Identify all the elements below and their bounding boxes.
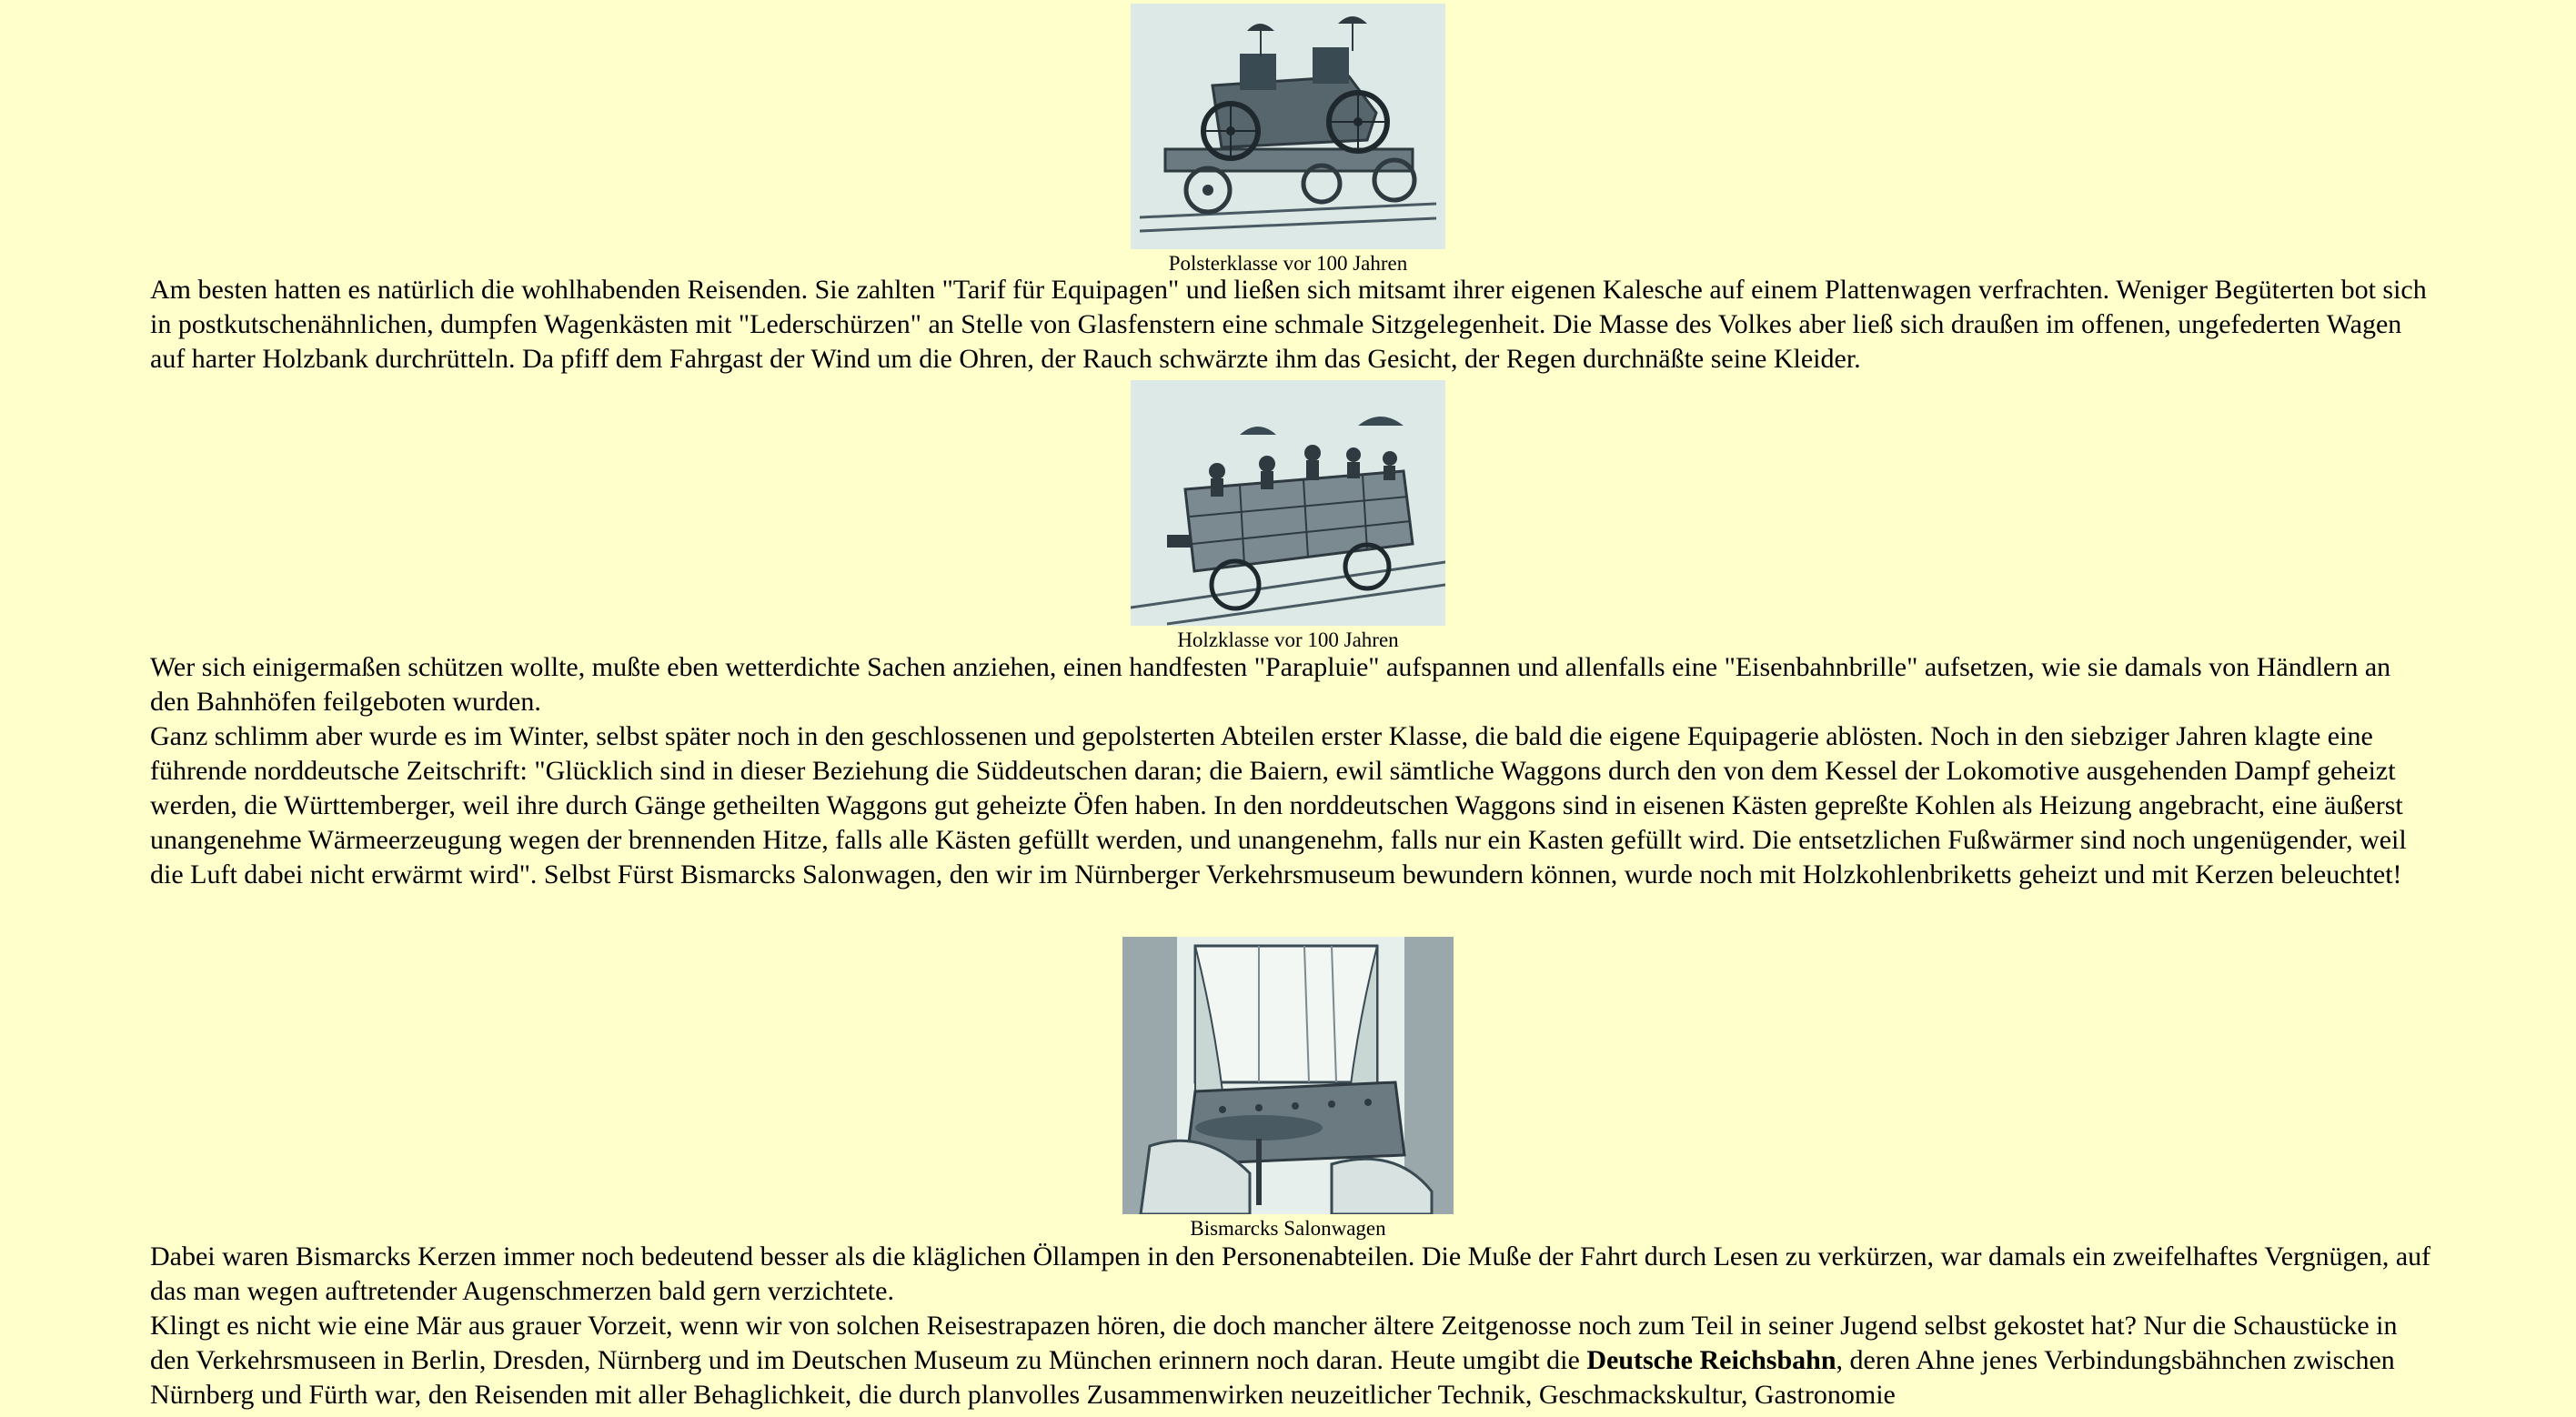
- reichsbahn-emphasis: Deutsche Reichsbahn: [1586, 1345, 1836, 1375]
- figure-holzklasse: [0, 380, 2576, 653]
- salon-car-engraving-image: [1122, 937, 1454, 1214]
- paragraph: Dabei waren Bismarcks Kerzen immer noch bedeutend besser als die kläglichen Öllampen in den Personenabteilen. Die Muße der Fahrt durch Lesen zu verkürzen, war damals ein zweifelhaftes Vergnügen, auf das man wegen auftretender Augenschmerzen bald gern verzichtete.: [150, 1241, 2431, 1306]
- article-text-block-3: [150, 1240, 2433, 1412]
- figure-polsterklasse: [0, 4, 2576, 276]
- paragraph: Wer sich einigermaßen schützen wollte, mußte eben wetterdichte Sachen anziehen, einen handfesten "Parapluie" aufspannen und allenfalls eine "Eisenbahnbrille" aufsetzen, wie sie damals von Händlern an den Bahnhöfen feilgeboten wurden.: [150, 652, 2391, 717]
- paragraph: Ganz schlimm aber wurde es im Winter, selbst später noch in den geschlossenen und gepolsterten Abteilen erster Klasse, die bald die eigene Equipagerie ablösten. Noch in den siebziger Jahren klagte eine führende norddeutsche Zeitschrift: "Glücklich sind in dieser Beziehung die Süddeutschen daran; die Baiern, ewil sämtliche Waggons durch den von dem Kessel der Lokomotive ausgehenden Dampf geheizt werden, die Württemberger, weil ihre durch Gänge getheilten Waggons gut geheizte Öfen haben. In den norddeutschen Waggons sind in eisenen Kästen gepreßte Kohlen als Heizung angebracht, eine äußerst unangenehme Wärmeerzeugung wegen der brennenden Hitze, falls alle Kästen gefüllt werden, und unangenehm, falls nur ein Kasten gefüllt wird. Die entsetzlichen Fußwärmer sind noch ungenügender, weil die Luft dabei nicht erwärmt wird". Selbst Fürst Bismarcks Salonwagen, den wir im Nürnberger Verkehrsmuseum bewundern können, wurde noch mit Holzkohlenbriketts geheizt und mit Kerzen beleuchtet!: [150, 721, 2407, 889]
- paragraph-text: Klingt es nicht wie eine Mär aus grauer Vorzeit, wenn wir von solchen Reisestrapazen hören, die doch mancher ältere Zeitgenosse noch zum Teil in seiner Jugend selbst gekostet hat? Nur die Schaustücke in den Verkehrsmuseen in Berlin, Dresden, Nürnberg und im Deutschen Museum zu München erinnern noch daran. Heute umgibt die: [150, 1311, 2398, 1375]
- figure-caption: Holzklasse vor 100 Jahren: [1177, 628, 1399, 651]
- article-text-block-2: [150, 650, 2433, 892]
- figure-caption: Polsterklasse vor 100 Jahren: [1168, 252, 1408, 275]
- paragraph-text: , deren Ahne jenes Verbindungsbähnchen zwischen Nürnberg und Fürth war, den Reisenden mit aller Behaglichkeit, die durch planvolles Zusammenwirken neuzeitlicher Technik, Geschmackskultur, Gastronomie: [150, 1345, 2395, 1410]
- article-text-block-1: [150, 273, 2433, 377]
- paragraph: Am besten hatten es natürlich die wohlhabenden Reisenden. Sie zahlten "Tarif für Equipagen" und ließen sich mitsamt ihrer eigenen Kalesche auf einem Plattenwagen verfrachten. Weniger Begüterten bot sich in postkutschenähnlichen, dumpfen Wagenkästen mit "Lederschürzen" an Stelle von Glasfenstern eine schmale Sitzgelegenheit. Die Masse des Volkes aber ließ sich draußen im offenen, ungefederten Wagen auf harter Holzbank durchrütteln. Da pfiff dem Fahrgast der Wind um die Ohren, der Rauch schwärzte ihm das Gesicht, der Regen durchnäßte seine Kleider.: [150, 275, 2427, 374]
- figure-caption: Bismarcks Salonwagen: [1190, 1217, 1386, 1240]
- carriage-engraving-image: [1131, 4, 1445, 249]
- open-wagon-engraving-image: [1131, 380, 1445, 626]
- paragraph: [150, 1309, 2433, 1412]
- figure-salonwagen: [0, 937, 2576, 1241]
